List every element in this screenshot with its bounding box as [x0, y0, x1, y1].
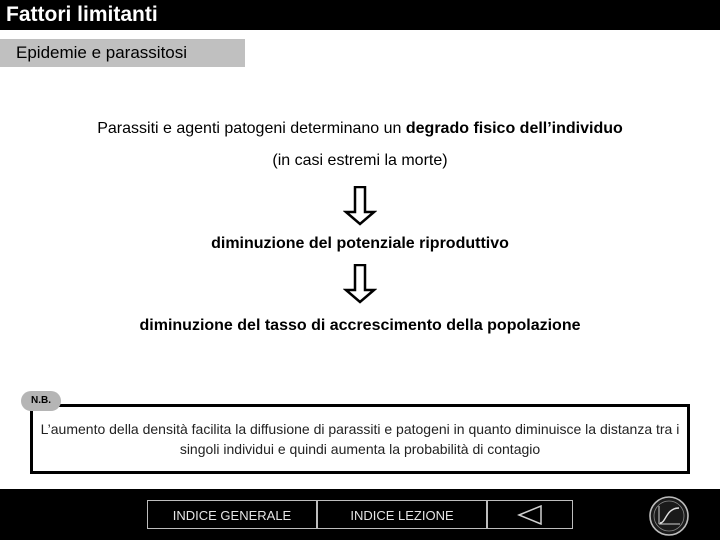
statement-text: Parassiti e agenti patogeni determinano un — [97, 120, 406, 137]
lesson-index-button[interactable]: INDICE LEZIONE — [317, 500, 487, 529]
down-arrow-icon — [343, 264, 377, 304]
nb-badge: N.B. — [21, 391, 61, 411]
statement-bold-text: degrado fisico dell’individuo — [405, 120, 623, 137]
note-text: L’aumento della densità facilita la diffusione di parassiti e patogeni in quanto diminuisce la distanza tra i singoli individui e quindi aumenta la probabilità di contagio — [40, 421, 680, 457]
page-title: Fattori limitanti — [6, 3, 158, 26]
title-bar — [0, 0, 720, 30]
parenthetical-note: (in casi estremi la morte) — [272, 152, 448, 169]
growth-curve-logo-icon — [648, 495, 690, 537]
general-index-button[interactable]: INDICE GENERALE — [147, 500, 317, 529]
consequence-growth-rate: diminuzione del tasso di accrescimento della popolazione — [139, 317, 581, 334]
down-arrow-icon — [343, 186, 377, 226]
section-title: Epidemie e parassitosi — [16, 43, 188, 62]
consequence-reproductive: diminuzione del potenziale riproduttivo — [211, 235, 509, 252]
statement-line — [0, 119, 720, 139]
left-triangle-icon — [517, 505, 543, 525]
back-button[interactable] — [487, 500, 573, 529]
section-header — [0, 39, 245, 67]
